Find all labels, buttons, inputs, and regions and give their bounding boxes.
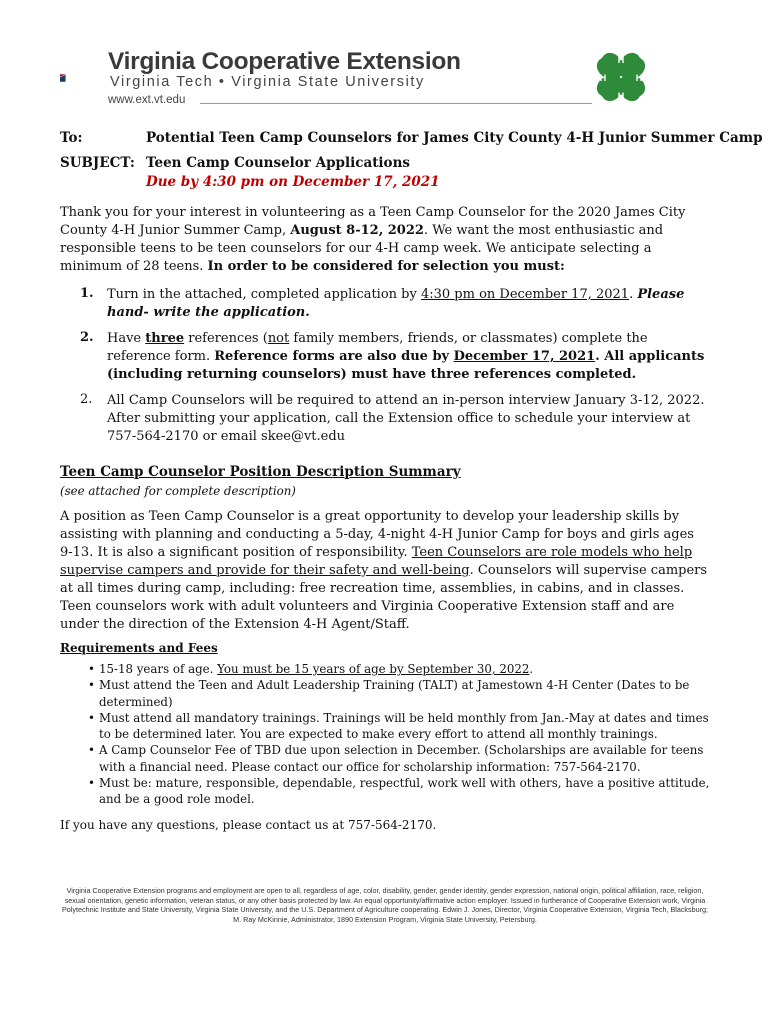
item3-number: 2. <box>80 392 93 407</box>
subject-label: SUBJECT: <box>60 155 135 171</box>
item3-text: All Camp Counselors will be required to attend an in-person interview January 3-12, 2022. After submitting your application, call the Extension office to schedule your interview at 757-564-2170 or email skee@vt.edu <box>107 393 705 444</box>
svg-text:H: H <box>635 73 643 83</box>
org-name: Virginia Cooperative Extension <box>108 48 461 75</box>
org-url[interactable]: www.ext.vt.edu <box>108 94 186 106</box>
intro-paragraph: Thank you for your interest in volunteering as a Teen Camp Counselor for the 2020 James City County 4-H Junior Summer Camp, August 8-12, 2022. We want the most enthusiastic and responsible teens to be teen counselors for our 4-H camp week. We anticipate selecting a minimum of 28 teens. In order to be considered for selection you must: <box>60 205 686 274</box>
header-rule <box>200 103 592 104</box>
position-paragraph: A position as Teen Camp Counselor is a great opportunity to develop your leadership skills by assisting with planning and conducting a 5-day, 4-night 4-H Junior Camp for boys and girls ages 9-13. It is also a significant position of responsibility. Teen Counselors are role models who help supervise campers and provide for their safety and well-being. Counselors will supervise campers at all times during camp, including: free recreation time, assemblies, in cabins, and in classes. Teen counselors work with adult volunteers and Virginia Cooperative Extension staff and are under the direction of the Extension 4-H Agent/Staff. <box>60 509 708 632</box>
fees-item-2: • Must attend the Teen and Adult Leadership Training (TALT) at Jamestown 4-H Center (Dates to be determined) <box>88 678 690 709</box>
due-date: Due by 4:30 pm on December 17, 2021 <box>146 174 440 190</box>
4h-clover-logo <box>590 46 652 108</box>
position-heading: Teen Camp Counselor Position Description Summary <box>60 464 461 480</box>
fees-list <box>88 661 718 808</box>
item2-number: 2. <box>80 330 94 345</box>
svg-text:H: H <box>617 91 625 101</box>
vce-logo-mark <box>60 47 106 109</box>
fees-item-5: • Must be: mature, responsible, dependable, respectful, work well with others, have a positive attitude, and be a good role model. <box>88 776 710 807</box>
fees-item-4: • A Camp Counselor Fee of TBD due upon selection in December. (Scholarships are available for teens with a financial need. Please contact our office for scholarship information: 757-564-2170. <box>88 743 704 774</box>
svg-text:H: H <box>599 73 607 83</box>
subject-text: Teen Camp Counselor Applications <box>146 155 410 171</box>
fees-item-1: • 15-18 years of age. You must be 15 years of age by September 30, 2022. <box>88 662 534 676</box>
footer-disclaimer: Virginia Cooperative Extension programs and employment are open to all, regardless of age, color, disability, gender, gender identity, gender expression, national origin, political affiliation, race, religion, sexual orientation, genetic information, veteran status, or any other basis protected by law. An equal opportunity/affirmative action employer. Issued in furtherance of Cooperative Extension work, Virginia Polytechnic Institute and State University, Virginia State University, and the U.S. Department of Agriculture cooperating. Edwin J. Jones, Director, Virginia Cooperative Extension, Virginia Tech, Blacksburg; M. Ray McKinnie, Administrator, 1890 Extension Program, Virginia State University, Petersburg. <box>62 886 708 924</box>
org-subtitle: Virginia Tech • Virginia State University <box>110 74 425 90</box>
item2-text: Have three references (not family members, friends, or classmates) complete the reference form. Reference forms are also due by December 17, 2021. All applicants (including returning counselors) must have three references completed. <box>107 331 705 382</box>
svg-text:H: H <box>617 55 625 65</box>
item1-number: 1. <box>80 286 94 301</box>
closing-text: If you have any questions, please contact us at 757-564-2170. <box>60 818 437 832</box>
position-note: (see attached for complete description) <box>60 484 296 498</box>
to-label: To: <box>60 130 83 146</box>
fees-heading: Requirements and Fees <box>60 641 218 655</box>
item1-text: Turn in the attached, completed application by 4:30 pm on December 17, 2021. Please hand- write the application. <box>107 287 685 320</box>
to-text: Potential Teen Camp Counselors for James City County 4-H Junior Summer Camp <box>146 130 763 146</box>
fees-item-3: • Must attend all mandatory trainings. Trainings will be held monthly from Jan.-May at dates and times to be determined later. You are expected to make every effort to attend all monthly trainings. <box>88 710 709 742</box>
